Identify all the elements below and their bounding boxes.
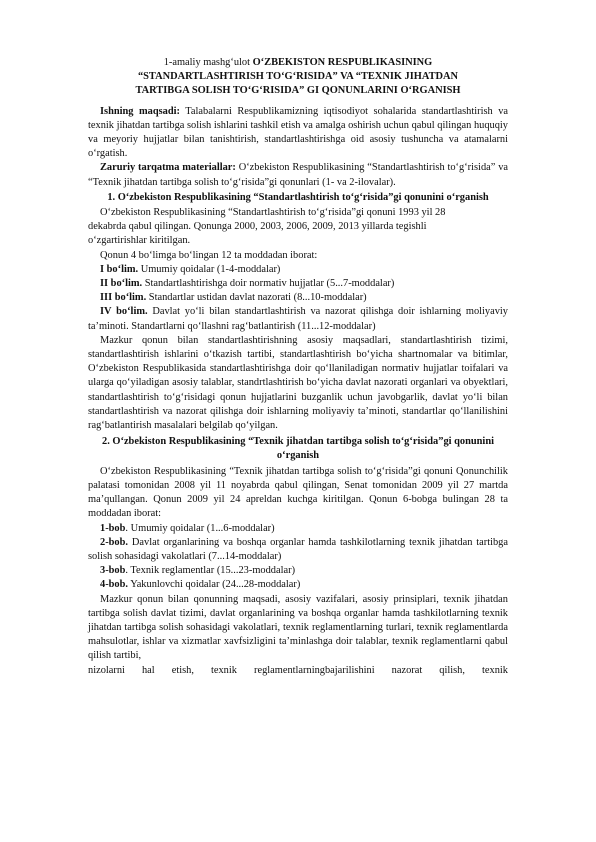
part-text: Standartlar ustidan davlat nazorati (8...10-moddalar): [146, 292, 367, 304]
chapter-text: Yakunlovchi qoidalar (24...28-moddalar): [128, 579, 301, 591]
materials-paragraph: [88, 161, 508, 189]
document-title: [88, 56, 508, 99]
chapter-text: . Texnik reglamentlar (15...23-moddalar): [125, 565, 296, 577]
chapter-item: [88, 564, 508, 578]
materials-text: O‘zbekiston Respublikasining “Standartlashtirish to‘g‘risida” va “Texnik jihatdan tartibga solish to‘g‘risida”gi qonunlari (1- va 2-ilovalar).: [88, 162, 508, 188]
section-1-summary: Mazkur qonun bilan standartlashtirishning asosiy maqsadlari, standartlashtirish tizimi, standartlashtirish ishlarini o‘tkazish tartibi, standartlashtirish bo‘yicha shartnomalar va bitimlar, O‘zbekiston Respublikasida standartlashtirishga doir qo‘llaniladigan normativ hujjatlar toifalari va ularga qo‘yiladigan asosiy talablar, standrtlashtirish bo‘yicha davlat nazorati organlari va obyektlari, standartlashtirish to‘g‘risidagi qonun hujjatlarini buzganlik uchun javobgarlik, davlat yo‘li bilan standartlashtirish va nazorat qilishga doir ishlarning moliyaviy ta’minoti, standartlar qo‘llanilishini rag‘batlantirish masalalari belgilab qo‘yilgan.: [88, 334, 508, 432]
materials-label: Zaruriy tarqatma materiallar:: [100, 162, 236, 174]
chapter-text: Davlat organlarining va boshqa organlar hamda tashkilotlarning texnik jihatdan tartibga solish sohasidagi vakolatlari (7...14-moddalar): [88, 536, 508, 562]
part-item: [88, 291, 508, 305]
chapter-text: . Umumiy qoidalar (1...6-moddalar): [125, 522, 275, 534]
aim-text: Talabalarni Respublikamizning iqtisodiyot sohalarida standartlashtirish va texnik jihatdan tartibga solish ishlarini tashkil etish va amalga oshirish uchun qabul qilingan huquqiy va meyoriy hujjatlar bilan tanishtirish, standartlashtirishga oid asosiy tushuncha va atamalarni o‘rgatish.: [88, 105, 508, 160]
part-text: Standartlashtirishga doir normativ hujjatlar (5...7-moddalar): [142, 278, 395, 290]
part-label: III bo‘lim.: [100, 292, 147, 304]
section-2-summary: Mazkur qonun bilan qonunning maqsadi, asosiy vazifalari, asosiy prinsiplari, texnik jihatdan tartibga solish davlat tizimi, davlat organlarining va boshqa organlar hamda tashkilotlarning texnik jihatdan tartibga solish sohasidagi vakolatlari, texnik reglamentlarning turlari, texnik reglamentlarda mahsulotlar, ishlar va xizmatlar xavfsizligini ta’minlashga doir talablar, texnik reglamentlarni qabul qilish tartibi,: [88, 593, 508, 662]
title-line-1: [88, 56, 508, 70]
chapter-item: [88, 536, 508, 564]
part-item: [88, 305, 508, 333]
section-2-heading: 2. O‘zbekiston Respublikasining “Texnik jihatdan tartibga solish to‘g‘risida”gi qonunini o‘rganish: [102, 436, 494, 462]
section-1-intro-line-3: o‘zgartirishlar kiritilgan.: [88, 235, 191, 247]
section-1-heading: 1. O‘zbekiston Respublikasining “Standartlashtirish to‘g‘risida”gi qonunini o‘rganish: [107, 191, 489, 203]
part-text: Davlat yo‘li bilan standartlashtirish va nazorat qilishga doir ishlarning moliyaviy ta’minoti. Standartlarni qo‘llashni rag‘batlantirish (11...12-moddalar): [88, 306, 509, 332]
section-2-intro: O‘zbekiston Respublikasining “Texnik jihatdan tartibga solish to‘g‘risida”gi qonuni Qonunchilik palatasi tomonidan 2008 yil 11 noyabrda qabul qilingan, Senat tomonidan 2009 yil 27 martda ma’qullangan. Qonun 2009 yil 24 apreldan kuchga kiritilgan. Qonun 6-bobga bulingan 28 ta moddadan iborat:: [88, 465, 508, 520]
title-line-2: “STANDARTLASHTIRISH TO‘G‘RISIDA” VA “TEXNIK JIHATDAN: [137, 71, 459, 83]
section-1-intro-line-1: O‘zbekiston Respublikasining “Standartlashtirish to‘g‘risida”gi qonuni 1993 yil 28: [100, 207, 446, 219]
part-label: I bo‘lim.: [100, 263, 139, 275]
part-text: Umumiy qoidalar (1-4-moddalar): [138, 263, 281, 275]
chapter-label: 1-bob: [100, 522, 126, 534]
chapter-item: [88, 522, 508, 536]
chapter-label: 3-bob: [100, 565, 126, 577]
aim-label: Ishning maqsadi:: [100, 105, 180, 117]
chapter-item: [88, 578, 508, 592]
section-1-intro-line-2: dekabrda qabul qilingan. Qonunga 2000, 2003, 2006, 2009, 2013 yillarda tegishli: [88, 221, 427, 233]
aim-paragraph: [88, 105, 508, 162]
part-item: [88, 263, 508, 277]
part-label: II bo‘lim.: [100, 278, 143, 290]
chapter-label: 4-bob.: [100, 579, 129, 591]
section-1-consists: Qonun 4 bo‘limga bo‘lingan 12 ta moddadan iborat:: [100, 249, 318, 261]
part-item: [88, 277, 508, 291]
title-lead: 1-amaliy mashg‘ulot: [163, 57, 253, 68]
part-label: IV bo‘lim.: [100, 306, 148, 318]
chapter-label: 2-bob.: [100, 536, 129, 548]
section-2-summary-last-line: nizolarni hal etish, texnik reglamentlarningbajarilishini nazorat qilish, texnik: [88, 664, 508, 676]
title-line-3: TARTIBGA SOLISH TO‘G‘RISIDA” GI QONUNLARINI O‘RGANISH: [135, 85, 461, 97]
title-line-1-text: O‘ZBEKISTON RESPUBLIKASINING: [252, 57, 433, 68]
